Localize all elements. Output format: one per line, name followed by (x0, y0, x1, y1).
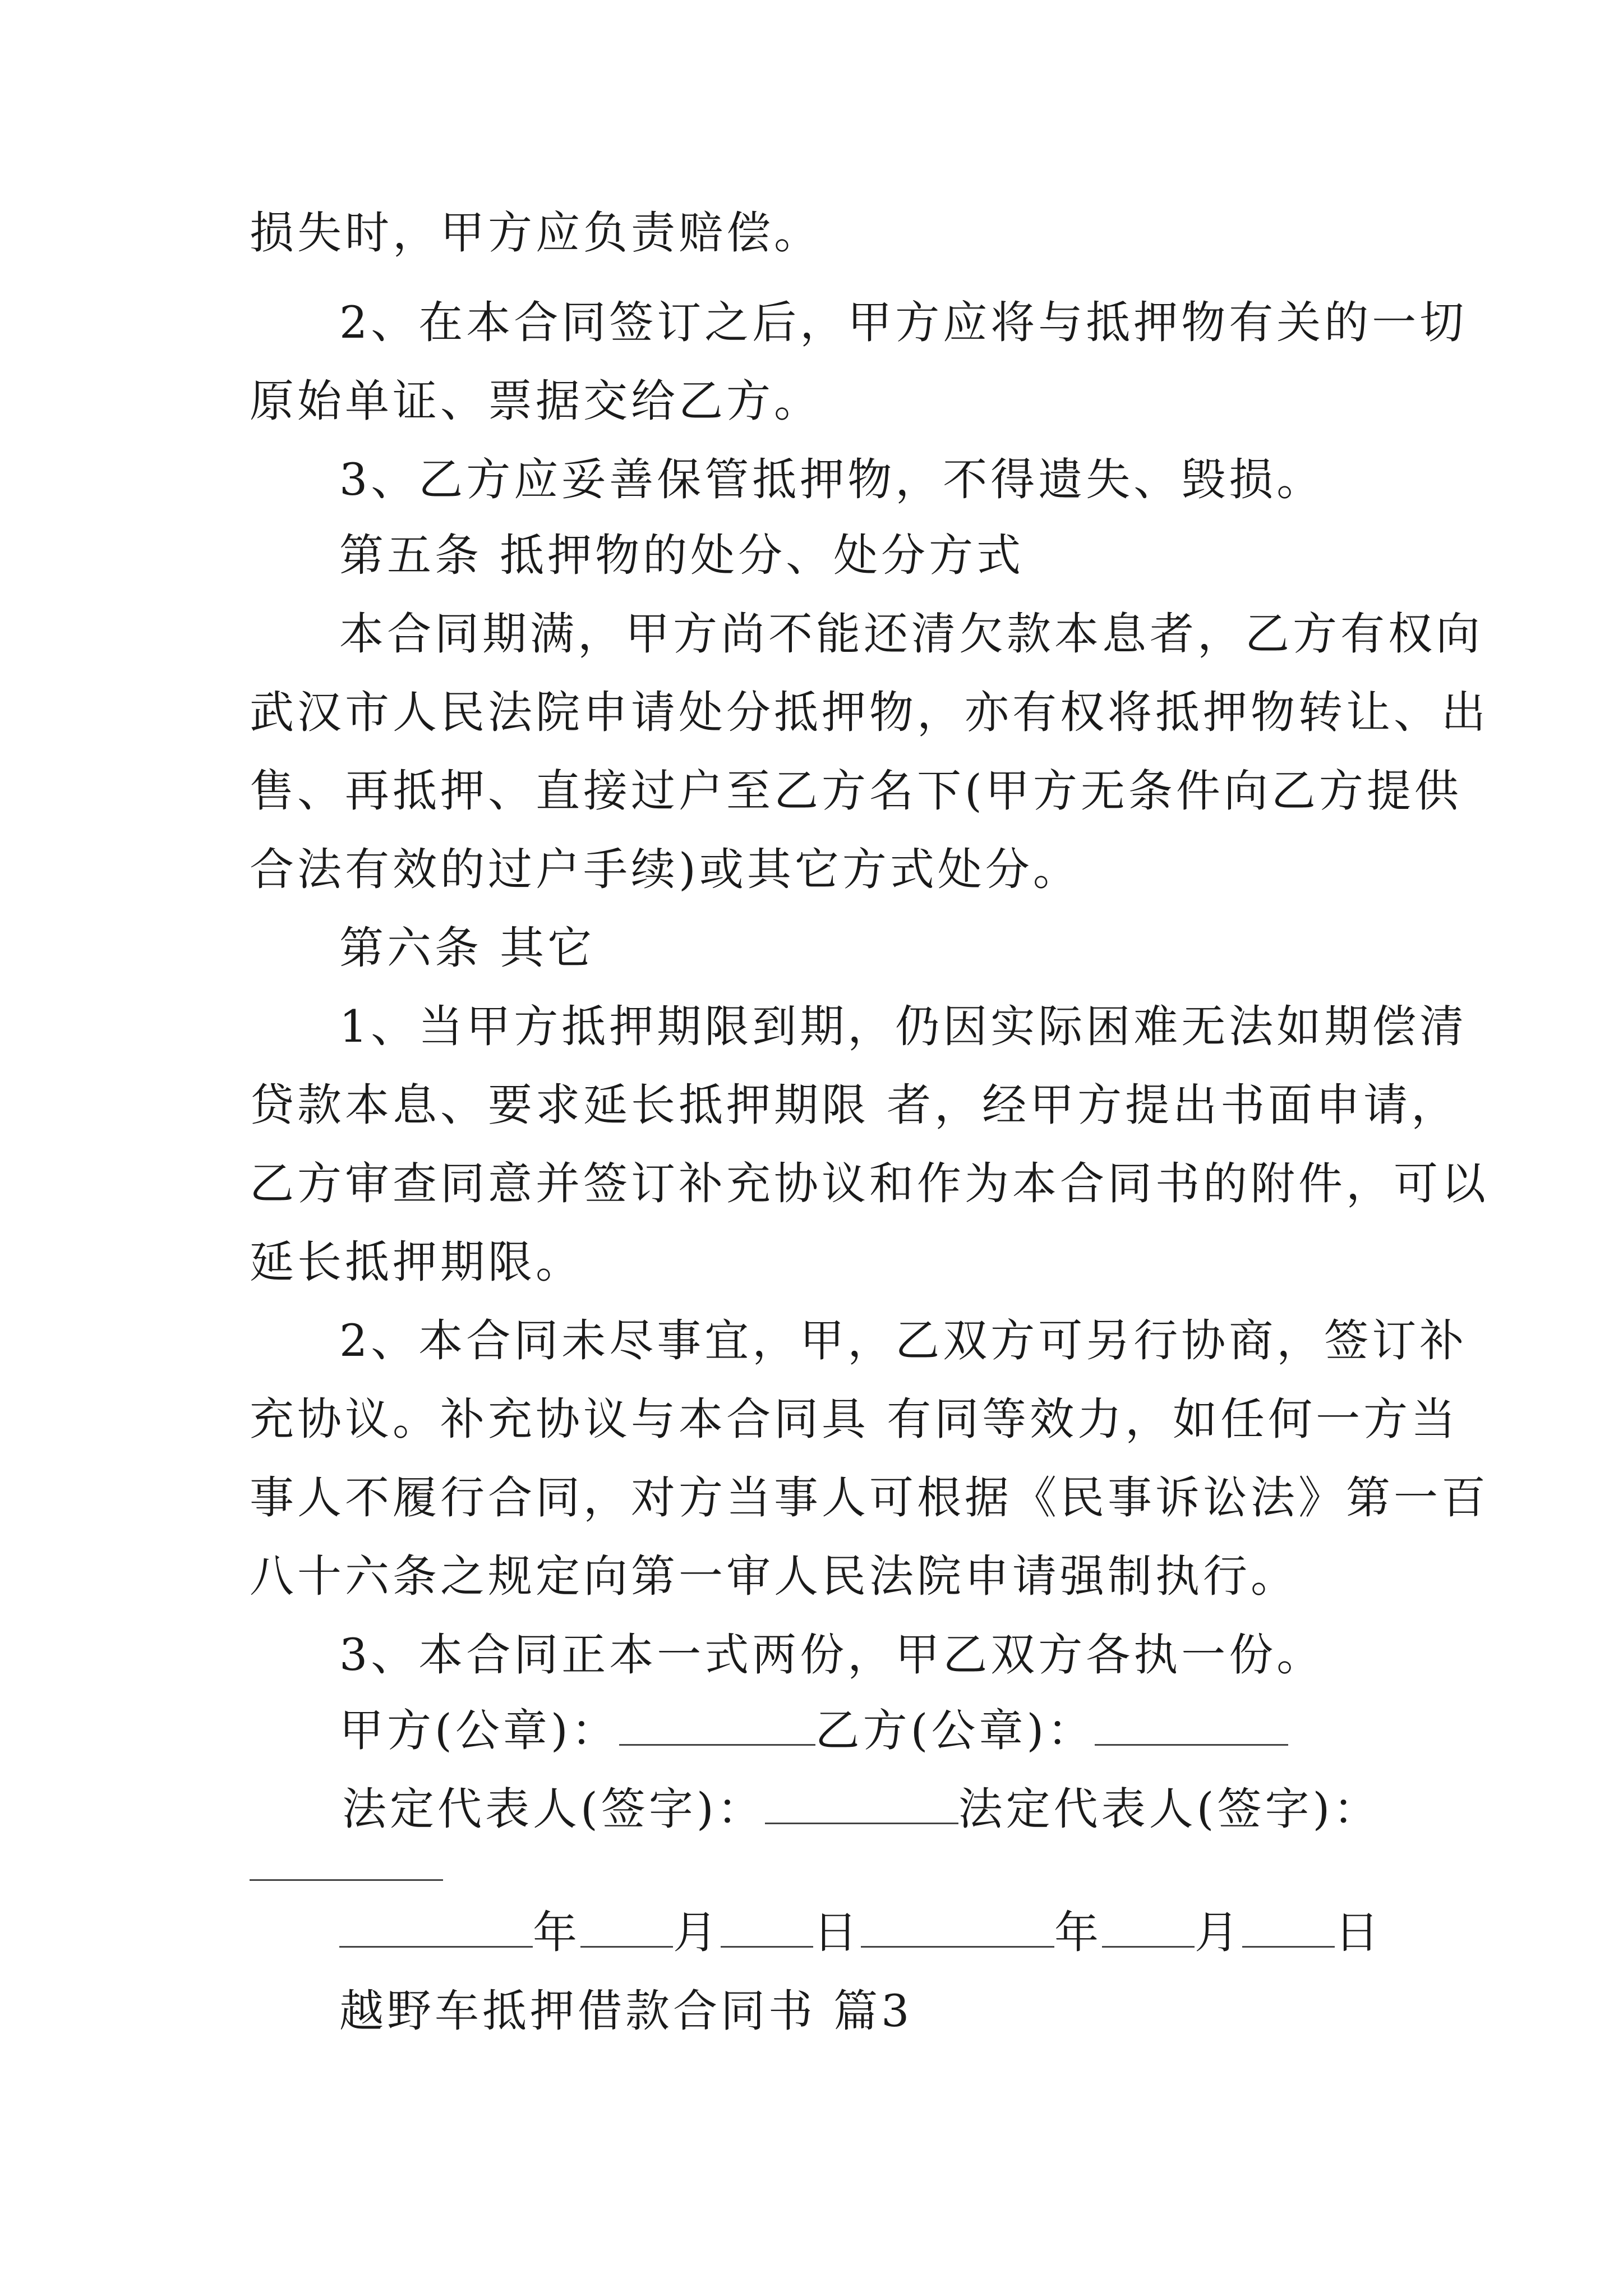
clause-3-line: 3、乙方应妥善保管抵押物，不得遗失、毁损。 (339, 454, 1325, 505)
article-6-clause-3-line: 3、本合同正本一式两份，甲乙双方各执一份。 (339, 1629, 1325, 1681)
clause-2-line-2: 原始单证、票据交给乙方。 (250, 375, 822, 427)
legal-rep-row (342, 1781, 1381, 1837)
article-6-heading: 第六条 其它 (339, 922, 596, 974)
month-b-blank (1102, 1907, 1195, 1948)
paragraph-line: 损失时，甲方应负责赔偿。 (250, 207, 822, 259)
day-a-label: 日 (813, 1907, 861, 1958)
year-a-blank (339, 1907, 533, 1948)
article-5-heading: 第五条 抵押物的处分、处分方式 (339, 530, 1025, 581)
day-b-blank (1242, 1907, 1335, 1948)
year-b-label: 年 (1054, 1907, 1102, 1958)
year-b-blank (861, 1907, 1054, 1948)
article-6-clause-2-line-4: 八十六条之规定向第一审人民法院申请强制执行。 (250, 1550, 1298, 1602)
month-a-blank (580, 1907, 673, 1948)
day-a-blank (721, 1907, 813, 1948)
article-5-line-2: 武汉市人民法院申请处分抵押物，亦有权将抵押物转让、出 (250, 687, 1489, 738)
clause-2-line-1: 2、在本合同签订之后，甲方应将与抵押物有关的一切 (339, 297, 1468, 348)
article-5-line-3: 售、再抵押、直接过户至乙方名下(甲方无条件向乙方提供 (250, 765, 1462, 817)
legal-rep-a-label: 法定代表人(签字)： (342, 1783, 765, 1835)
party-b-seal-blank (1095, 1705, 1288, 1746)
article-5-line-1: 本合同期满，甲方尚不能还清欠款本息者，乙方有权向 (339, 608, 1483, 660)
day-b-label: 日 (1335, 1907, 1382, 1958)
article-6-clause-1-line-4: 延长抵押期限。 (250, 1236, 583, 1288)
party-b-seal-label: 乙方(公章)： (815, 1705, 1095, 1756)
party-a-seal-label: 甲方(公章)： (339, 1705, 619, 1756)
month-a-label: 月 (673, 1907, 721, 1958)
year-a-label: 年 (533, 1907, 580, 1958)
next-section-title: 越野车抵押借款合同书 篇3 (339, 1985, 913, 2037)
month-b-label: 月 (1195, 1907, 1242, 1958)
legal-rep-a-blank (765, 1783, 958, 1824)
legal-rep-b-label: 法定代表人(签字)： (958, 1783, 1381, 1835)
article-6-clause-1-line-1: 1、当甲方抵押期限到期，仍因实际困难无法如期偿清 (339, 1001, 1468, 1052)
party-a-seal-blank (619, 1705, 815, 1746)
article-6-clause-2-line-1: 2、本合同未尽事宜，甲，乙双方可另行协商，签订补 (339, 1315, 1468, 1366)
article-6-clause-2-line-2: 充协议。补充协议与本合同具 有同等效力，如任何一方当 (250, 1393, 1459, 1445)
article-6-clause-1-line-3: 乙方审查同意并签订补充协议和作为本合同书的附件，可以 (250, 1158, 1489, 1209)
article-6-clause-2-line-3: 事人不履行合同，对方当事人可根据《民事诉讼法》第一百 (250, 1472, 1489, 1524)
seal-row (339, 1703, 1288, 1759)
article-5-line-4: 合法有效的过户手续)或其它方式处分。 (250, 844, 1081, 895)
article-6-clause-1-line-2: 贷款本息、要求延长抵押期限 者，经甲方提出书面申请， (250, 1079, 1459, 1131)
date-row (339, 1904, 1382, 1961)
legal-rep-b-blank (250, 1879, 443, 1881)
